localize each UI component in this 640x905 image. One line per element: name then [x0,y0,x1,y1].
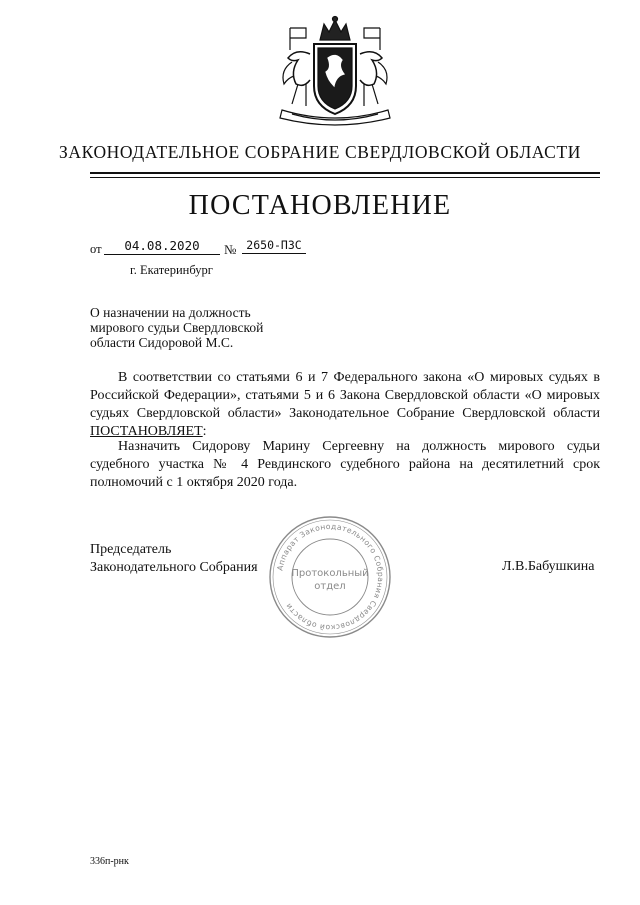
subject-line: О назначении на должность [90,305,251,320]
preamble-paragraph [90,369,600,441]
footer-code: 336п-рнк [90,856,129,867]
stamp-inner-line-2: отдел [314,581,346,592]
issuing-city: г. Екатеринбург [130,263,213,277]
stamp-inner-line-1: Протокольный [291,568,369,579]
official-stamp [265,512,395,642]
document-subject [90,305,390,350]
number-sign-label: № [224,242,237,257]
document-number: 2650-ПЗС [242,238,306,254]
subject-line: области Сидоровой М.С. [90,335,234,350]
signer-position-line: Председатель [90,542,172,557]
header-thin-rule [90,177,600,178]
signer-position [90,541,258,577]
stamp-ring-text: Аппарат Законодательного Собрания Свердловской области [275,521,386,633]
coat-of-arms-emblem [262,14,408,128]
signer-position-line: Законодательного Собрания [90,560,258,575]
document-type-title: ПОСТАНОВЛЕНИЕ [188,190,452,221]
signer-name: Л.В.Бабушкина [502,559,595,574]
header-thick-rule [90,172,600,174]
subject-line: мирового судьи Свердловской [90,320,264,335]
date-prefix-label: от [90,242,102,256]
preamble-colon: : [202,424,207,439]
organization-title: ЗАКОНОДАТЕЛЬНОЕ СОБРАНИЕ СВЕРДЛОВСКОЙ ОБЛАСТИ [59,142,581,162]
decides-keyword: ПОСТАНОВЛЯЕТ [90,424,203,439]
preamble-text: В соответствии со статьями 6 и 7 Федерального закона «О мировых судьях в Российской Федерации», статьями 5 и 6 Закона Свердловской области «О мировых судьях Свердловской области» Законодательное Собрание Свердловской области [90,370,600,421]
document-date: 04.08.2020 [104,238,220,255]
resolution-paragraph: Назначить Сидорову Марину Сергеевну на должность мирового судьи судебного участка № 4 Ревдинского судебного района на десятилетний срок полномочий с 1 октября 2020 года. [90,439,600,490]
